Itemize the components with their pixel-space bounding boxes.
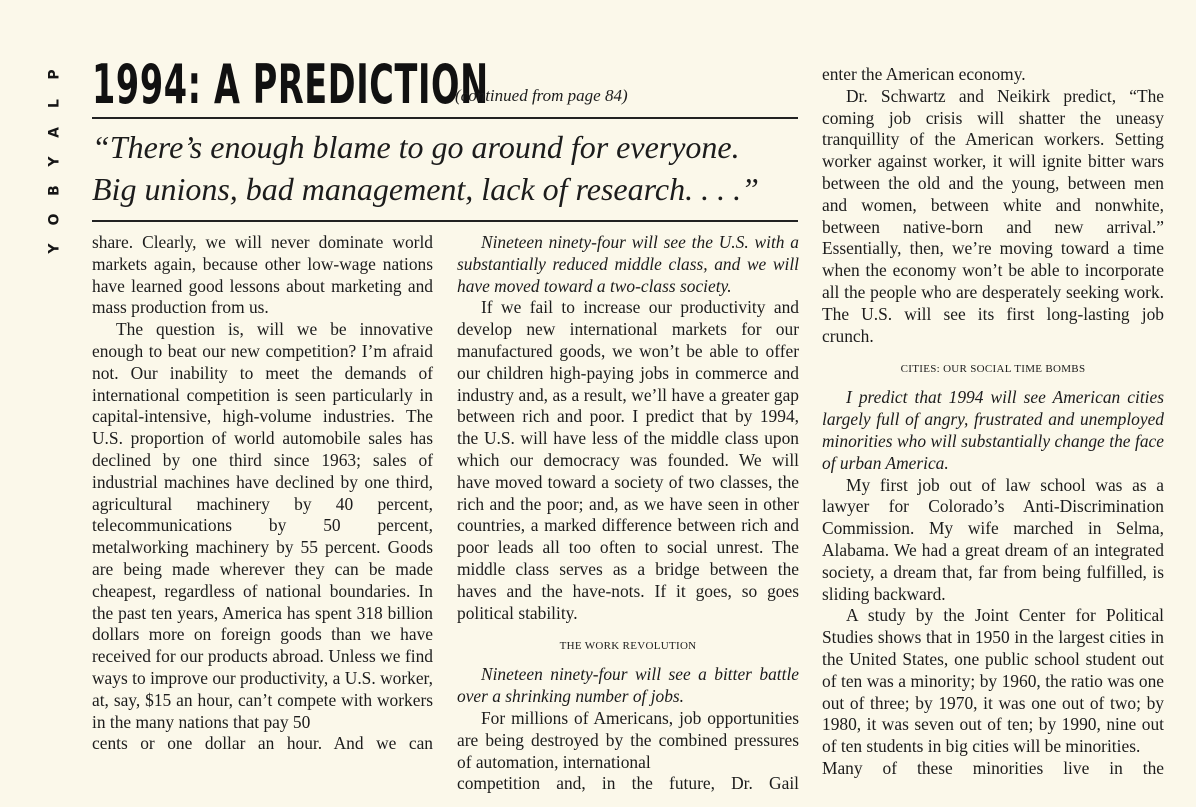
continued-note: (continued from page 84)	[455, 86, 628, 105]
paragraph: For millions of Americans, job opportunities are being destroyed by the combined pressures of automation, international	[457, 707, 799, 772]
logo-letter: L	[46, 99, 63, 108]
article-title: 1994: A PREDICTION	[92, 53, 489, 116]
italic-prediction: I predict that 1994 will see American cities largely full of angry, frustrated and unemployed minorities who will substantially change the face of urban America.	[822, 387, 1164, 473]
section-heading: CITIES: OUR SOCIAL TIME BOMBS	[900, 363, 1086, 376]
clipped-line: cents or one dollar an hour. And we can	[92, 733, 433, 754]
italic-prediction: Nineteen ninety-four will see a bitter battle over a shrinking number of jobs.	[457, 664, 799, 707]
column-3	[822, 64, 1164, 780]
clipped-line: Many of these minorities live in the	[822, 757, 1164, 778]
paragraph: The question is, will we be innovative enough to beat our new competition? I’m afraid not. Our inability to meet the demands of international competition is seen particularly in capital-intensive, high-volume industries. The U.S. proportion of world automobile sales has declined by one third since 1963; sales of industrial machines have declined by one third, agricultural machinery by 40 percent, telecommunications by 50 percent, metalworking machinery by 55 percent. Goods are being made wherever they can be made cheapest, regardless of national boundaries. In the past ten years, America has spent 318 billion dollars more on foreign goods than we have received for our products abroad. Unless we find ways to improve our productivity, a U.S. worker, at, say, $15 an hour, can’t compete with workers in the many nations that pay 50	[92, 319, 433, 732]
logo-letter: P	[46, 69, 63, 80]
logo-letter: B	[46, 185, 63, 196]
paragraph: enter the American economy.	[822, 64, 1026, 84]
logo-letter: A	[46, 127, 63, 138]
bottom-rule	[92, 220, 798, 222]
playboy-vertical-logo	[42, 60, 68, 263]
column-1	[92, 232, 433, 755]
section-heading: THE WORK REVOLUTION	[559, 640, 697, 653]
top-rule	[92, 117, 798, 119]
paragraph: share. Clearly, we will never dominate world markets again, because other low-wage nations have learned good lessons about marketing and mass production from us.	[92, 232, 433, 318]
logo-letter: Y	[46, 243, 63, 254]
clipped-line: competition and, in the future, Dr. Gail	[457, 773, 799, 794]
paragraph: My first job out of law school was as a lawyer for Colorado’s Anti-Discrimination Commission. My wife marched in Selma, Alabama. We had a great dream of an integrated society, a dream that, far from being fulfilled, is sliding backward.	[822, 474, 1164, 604]
pull-quote: “There’s enough blame to go around for everyone. Big unions, bad management, lack of research. . . .”	[92, 129, 759, 207]
logo-letter: O	[46, 213, 63, 226]
column-2	[457, 232, 799, 795]
paragraph: Dr. Schwartz and Neikirk predict, “The coming job crisis will shatter the uneasy tranquillity of the American workers. Setting worker against worker, it will ignite bitter wars between the old and the young, between men and women, between white and nonwhite, between native-born and new arrival.” Essentially, then, we’re moving toward a time when the economy won’t be able to incorporate all the people who are desperately seeking work. The U.S. will see its first long-lasting job crunch.	[822, 85, 1164, 346]
paragraph: If we fail to increase our productivity and develop new international markets for our manufactured goods, we won’t be able to offer our children high-paying jobs in commerce and industry and, as a result, we’ll have a greater gap between rich and poor. I predict that by 1994, the U.S. will have less of the middle class upon which our democracy was founded. We will have moved toward a society of two classes, the rich and the poor; and, as we have seen in other countries, a marked difference between rich and poor leads all too often to social unrest. The middle class serves as a bridge between the haves and the have-nots. If it goes, so goes political stability.	[457, 297, 799, 623]
logo-letter: Y	[46, 156, 63, 167]
paragraph: A study by the Joint Center for Political Studies shows that in 1950 in the largest cities in the United States, one public school student out of ten was a minority; by 1960, the ratio was one out of three; by 1970, it was one out of two; by 1980, it was seven out of ten; by 1990, nine out of ten students in big cities will be minorities.	[822, 605, 1164, 757]
italic-prediction: Nineteen ninety-four will see the U.S. with a substantially reduced middle class, and we will have moved toward a two-class society.	[457, 232, 799, 296]
